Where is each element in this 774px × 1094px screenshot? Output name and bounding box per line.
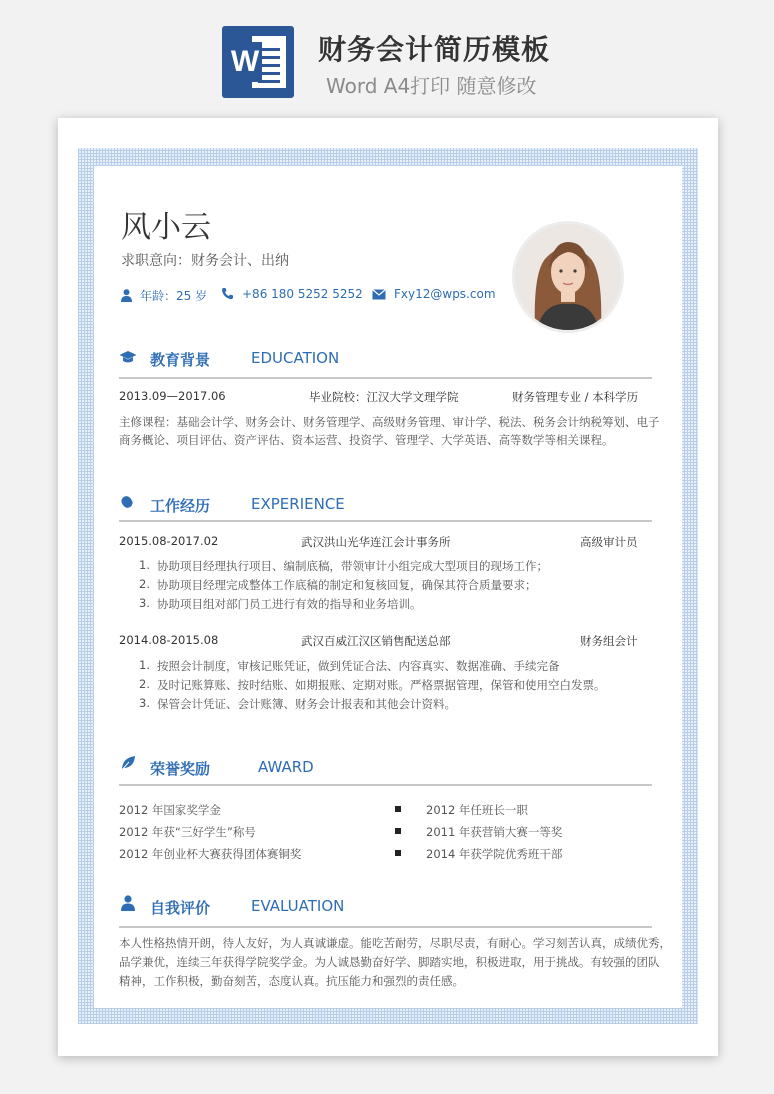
job-duty-number: 1. xyxy=(139,558,150,572)
section-divider xyxy=(119,377,652,379)
leaf-icon xyxy=(120,755,136,775)
age-info xyxy=(121,287,207,305)
job-intent: 求职意向：财务会计、出纳 xyxy=(121,253,289,269)
award-item: 2011 年获营销大赛一等奖 xyxy=(426,825,563,839)
award-item: 2014 年获学院优秀班干部 xyxy=(426,847,563,861)
word-logo-icon xyxy=(222,26,294,98)
person-icon xyxy=(121,895,135,915)
job-duty: 按照会计制度，审核记账凭证，做到凭证合法、内容真实、数据准确、手续完备 xyxy=(157,659,560,673)
award-item: 2012 年任班长一职 xyxy=(426,803,528,817)
bullet-icon xyxy=(395,806,401,812)
job-company: 武汉洪山光华连江会计事务所 xyxy=(301,535,451,549)
job-duty: 及时记账算账、按时结账、如期报账、定期对账。严格票据管理，保管和使用空白发票。 xyxy=(157,678,606,692)
education-courses-line: 商务概论、项目评估、资产评估、资本运营、投资学、管理学、大学英语、高等数学等相关课程。 xyxy=(119,433,614,447)
section-divider xyxy=(119,784,652,786)
envelope-icon xyxy=(372,289,386,303)
job-period: 2014.08-2015.08 xyxy=(119,633,219,647)
job-duty: 协助项目经理完成整体工作底稿的制定和复核回复，确保其符合质量要求； xyxy=(157,578,537,592)
job-duty: 保管会计凭证、会计账簿、财务会计报表和其他会计资料。 xyxy=(157,697,456,711)
award-title: 荣誉奖励 xyxy=(150,760,211,778)
template-subtitle: Word A4打印 随意修改 xyxy=(326,74,537,98)
job-duty-number: 2. xyxy=(139,677,150,691)
education-title: 教育背景 xyxy=(150,351,211,369)
job-role: 财务组会计 xyxy=(580,634,638,648)
phone-text: +86 180 5252 5252 xyxy=(242,287,363,301)
graduation-cap-icon xyxy=(119,349,137,368)
evaluation-title: 自我评价 xyxy=(150,899,211,917)
experience-title-en: EXPERIENCE xyxy=(251,495,345,513)
section-divider xyxy=(119,926,652,928)
job-duty: 协助项目经理执行项目、编制底稿，带领审计小组完成大型项目的现场工作； xyxy=(157,559,548,573)
person-icon xyxy=(121,289,132,305)
phone-icon xyxy=(221,287,234,303)
section-divider xyxy=(119,520,652,522)
award-item: 2012 年国家奖学金 xyxy=(119,803,221,817)
job-duty: 协助项目组对部门员工进行有效的指导和业务培训。 xyxy=(157,597,422,611)
evaluation-title-en: EVALUATION xyxy=(251,897,345,915)
bullet-icon xyxy=(395,850,401,856)
education-period: 2013.09—2017.06 xyxy=(119,389,226,403)
education-school: 毕业院校：江汉大学文理学院 xyxy=(309,390,459,404)
education-title-en: EDUCATION xyxy=(251,349,340,367)
education-major: 财务管理专业 / 本科学历 xyxy=(512,390,639,404)
education-courses-line: 主修课程：基础会计学、财务会计、财务管理学、高级财务管理、审计学、税法、税务会计纳税筹划、电子 xyxy=(119,415,660,429)
candidate-name: 风小云 xyxy=(121,210,211,245)
email-text: Fxy12@wps.com xyxy=(394,287,496,301)
award-title-en: AWARD xyxy=(258,758,314,776)
job-role: 高级审计员 xyxy=(580,535,638,549)
bullet-icon xyxy=(395,828,401,834)
age-text: 年龄：25 岁 xyxy=(140,289,208,303)
evaluation-line: 精神，工作积极，勤奋刻苦，态度认真。抗压能力和强烈的责任感。 xyxy=(119,974,464,988)
experience-title: 工作经历 xyxy=(150,497,211,515)
template-title: 财务会计简历模板 xyxy=(318,33,551,66)
mouse-icon xyxy=(121,493,135,513)
evaluation-line: 本人性格热情开朗，待人友好，为人真诚谦虚。能吃苦耐劳，尽职尽责，有耐心。学习刻苦认真，成绩优秀， xyxy=(119,936,671,950)
evaluation-line: 品学兼优，连续三年获得学院奖学金。为人诚恳勤奋好学、脚踏实地，积极进取，用于挑战。有较强的团队 xyxy=(119,955,660,969)
award-item: 2012 年创业杯大赛获得团体赛铜奖 xyxy=(119,847,302,861)
job-company: 武汉百威江汉区销售配送总部 xyxy=(301,634,451,648)
job-period: 2015.08-2017.02 xyxy=(119,534,219,548)
phone-info xyxy=(221,287,363,303)
job-duty-number: 3. xyxy=(139,596,150,610)
job-duty-number: 2. xyxy=(139,577,150,591)
award-item: 2012 年获“三好学生”称号 xyxy=(119,825,256,839)
page-header xyxy=(0,0,774,110)
word-logo-letter: W xyxy=(228,42,262,82)
email-info xyxy=(372,287,496,303)
avatar xyxy=(512,221,624,333)
job-duty-number: 3. xyxy=(139,696,150,710)
job-duty-number: 1. xyxy=(139,658,150,672)
